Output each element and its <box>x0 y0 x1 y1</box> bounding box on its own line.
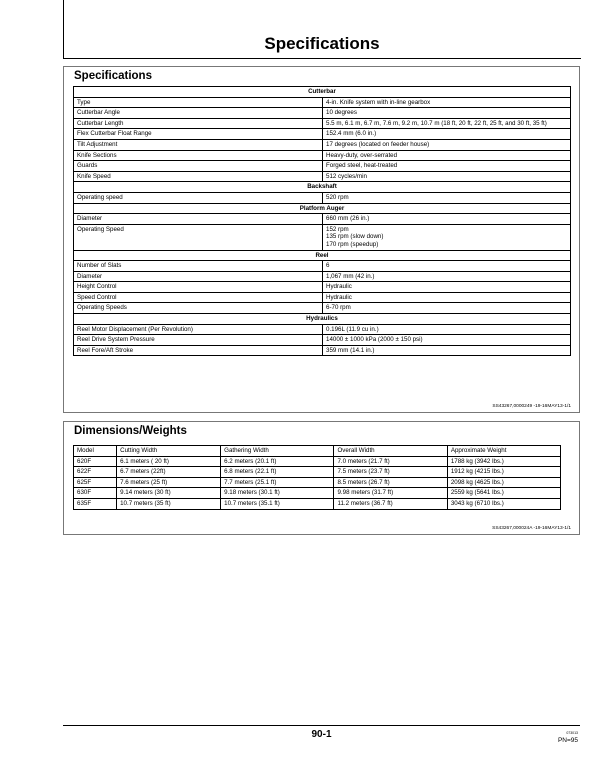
table-cell: 7.6 meters (25 ft) <box>117 477 221 488</box>
spec-row <box>74 224 571 250</box>
spec-value: 14000 ± 1000 kPa (2000 ± 150 psi) <box>323 335 571 346</box>
table-cell: 620F <box>74 456 117 467</box>
specifications-table <box>73 86 571 356</box>
spec-row <box>74 161 571 172</box>
table-cell: 7.5 meters (23.7 ft) <box>334 467 447 478</box>
table-cell: 8.5 meters (26.7 ft) <box>334 477 447 488</box>
spec-label: Tilt Adjustment <box>74 139 323 150</box>
table-cell: 9.14 meters (30 ft) <box>117 488 221 499</box>
table-row <box>74 456 561 467</box>
table-cell: 7.7 meters (25.1 ft) <box>221 477 334 488</box>
spec-value: 4-in. Knife system with in-line gearbox <box>323 97 571 108</box>
section-header-row <box>74 314 571 325</box>
spec-label: Guards <box>74 161 323 172</box>
dimensions-header-row <box>74 446 561 457</box>
spec-row <box>74 261 571 272</box>
spec-label: Height Control <box>74 282 323 293</box>
table-cell: 2098 kg (4625 lbs.) <box>447 477 560 488</box>
spec-value: 512 cycles/min <box>323 171 571 182</box>
spec-label: Flex Cutterbar Float Range <box>74 129 323 140</box>
spec-label: Knife Speed <box>74 171 323 182</box>
spec-label: Operating Speeds <box>74 303 323 314</box>
dimensions-table <box>73 445 561 510</box>
spec-value: 17 degrees (located on feeder house) <box>323 139 571 150</box>
spec-row <box>74 97 571 108</box>
column-header: Approximate Weight <box>447 446 560 457</box>
spec-label: Cutterbar Length <box>74 118 323 129</box>
table-cell: 7.0 meters (21.7 ft) <box>334 456 447 467</box>
spec-row <box>74 214 571 225</box>
dimensions-panel <box>63 421 580 535</box>
spec-value: 359 mm (14.1 in.) <box>323 345 571 356</box>
footer-rule <box>63 725 580 726</box>
table-row <box>74 498 561 509</box>
spec-row <box>74 108 571 119</box>
table-cell: 10.7 meters (35.1 ft) <box>221 498 334 509</box>
dimensions-heading: Dimensions/Weights <box>74 425 187 437</box>
table-cell: 1788 kg (3942 lbs.) <box>447 456 560 467</box>
section-title: Backshaft <box>74 182 571 193</box>
table-cell: 6.2 meters (20.1 ft) <box>221 456 334 467</box>
section-title: Cutterbar <box>74 87 571 98</box>
spec-row <box>74 192 571 203</box>
dimensions-reference-id: SS43267,000024A -19-16MAY13-1/1 <box>492 526 571 531</box>
spec-label: Cutterbar Angle <box>74 108 323 119</box>
spec-value: Heavy-duty, over-serrated <box>323 150 571 161</box>
spec-label: Diameter <box>74 271 323 282</box>
table-cell: 2559 kg (5641 lbs.) <box>447 488 560 499</box>
spec-row <box>74 171 571 182</box>
table-cell: 10.7 meters (35 ft) <box>117 498 221 509</box>
spec-row <box>74 139 571 150</box>
spec-row <box>74 129 571 140</box>
spec-label: Reel Fore/Aft Stroke <box>74 345 323 356</box>
table-cell: 630F <box>74 488 117 499</box>
table-cell: 9.18 meters (30.1 ft) <box>221 488 334 499</box>
spec-row <box>74 282 571 293</box>
table-row <box>74 467 561 478</box>
spec-value: Hydraulic <box>323 282 571 293</box>
spec-value: 152.4 mm (6.0 in.) <box>323 129 571 140</box>
spec-row <box>74 303 571 314</box>
spec-label: Knife Sections <box>74 150 323 161</box>
section-title: Hydraulics <box>74 314 571 325</box>
column-header: Cutting Width <box>117 446 221 457</box>
table-cell: 635F <box>74 498 117 509</box>
spec-row <box>74 324 571 335</box>
spec-label: Diameter <box>74 214 323 225</box>
pn-number: PN=95 <box>557 737 578 744</box>
spec-value: 520 rpm <box>323 192 571 203</box>
spec-row <box>74 292 571 303</box>
spec-value: 1,067 mm (42 in.) <box>323 271 571 282</box>
section-title: Platform Auger <box>74 203 571 214</box>
table-cell: 9.98 meters (31.7 ft) <box>334 488 447 499</box>
spec-label: Operating Speed <box>74 224 323 250</box>
section-header-row <box>74 182 571 193</box>
spec-value: 0.196L (11.9 cu in.) <box>323 324 571 335</box>
table-cell: 1912 kg (4215 lbs.) <box>447 467 560 478</box>
spec-value: Hydraulic <box>323 292 571 303</box>
section-title: Reel <box>74 250 571 261</box>
spec-row <box>74 335 571 346</box>
date-code: 073013 <box>566 731 578 735</box>
spec-label: Reel Motor Displacement (Per Revolution) <box>74 324 323 335</box>
spec-row <box>74 118 571 129</box>
column-header: Model <box>74 446 117 457</box>
spec-value: Forged steel, heat-treated <box>323 161 571 172</box>
table-row <box>74 488 561 499</box>
section-header-row <box>74 203 571 214</box>
specifications-reference-id: SS43267,0000249 -19-16MAY13-1/1 <box>492 404 571 409</box>
column-header: Overall Width <box>334 446 447 457</box>
table-cell: 625F <box>74 477 117 488</box>
spec-row <box>74 271 571 282</box>
spec-label: Reel Drive System Pressure <box>74 335 323 346</box>
table-row <box>74 477 561 488</box>
spec-label: Speed Control <box>74 292 323 303</box>
spec-value: 10 degrees <box>323 108 571 119</box>
spec-value: 660 mm (26 in.) <box>323 214 571 225</box>
spec-row <box>74 345 571 356</box>
section-header-row <box>74 250 571 261</box>
specifications-heading: Specifications <box>74 70 152 82</box>
section-header-row <box>74 87 571 98</box>
table-cell: 622F <box>74 467 117 478</box>
table-cell: 6.7 meters (22ft) <box>117 467 221 478</box>
spec-label: Number of Slats <box>74 261 323 272</box>
header-rule <box>63 58 581 59</box>
column-header: Gathering Width <box>221 446 334 457</box>
spec-row <box>74 150 571 161</box>
specifications-panel <box>63 66 580 413</box>
table-cell: 11.2 meters (36.7 ft) <box>334 498 447 509</box>
spec-value: 5.5 m, 6.1 m, 6.7 m, 7.6 m, 9.2 m, 10.7 m (18 ft, 20 ft, 22 ft, 25 ft, and 30 ft, 35 ft) <box>323 118 571 129</box>
table-cell: 6.1 meters ( 20 ft) <box>117 456 221 467</box>
table-cell: 6.8 meters (22.1 ft) <box>221 467 334 478</box>
spec-label: Operating speed <box>74 192 323 203</box>
spec-value: 152 rpm 135 rpm (slow down) 170 rpm (speedup) <box>323 224 571 250</box>
spec-value: 6 <box>323 261 571 272</box>
spec-value: 6-70 rpm <box>323 303 571 314</box>
spec-label: Type <box>74 97 323 108</box>
page-title: Specifications <box>264 34 380 53</box>
page-number: 90-1 <box>311 729 332 740</box>
table-cell: 3043 kg (6710 lbs.) <box>447 498 560 509</box>
